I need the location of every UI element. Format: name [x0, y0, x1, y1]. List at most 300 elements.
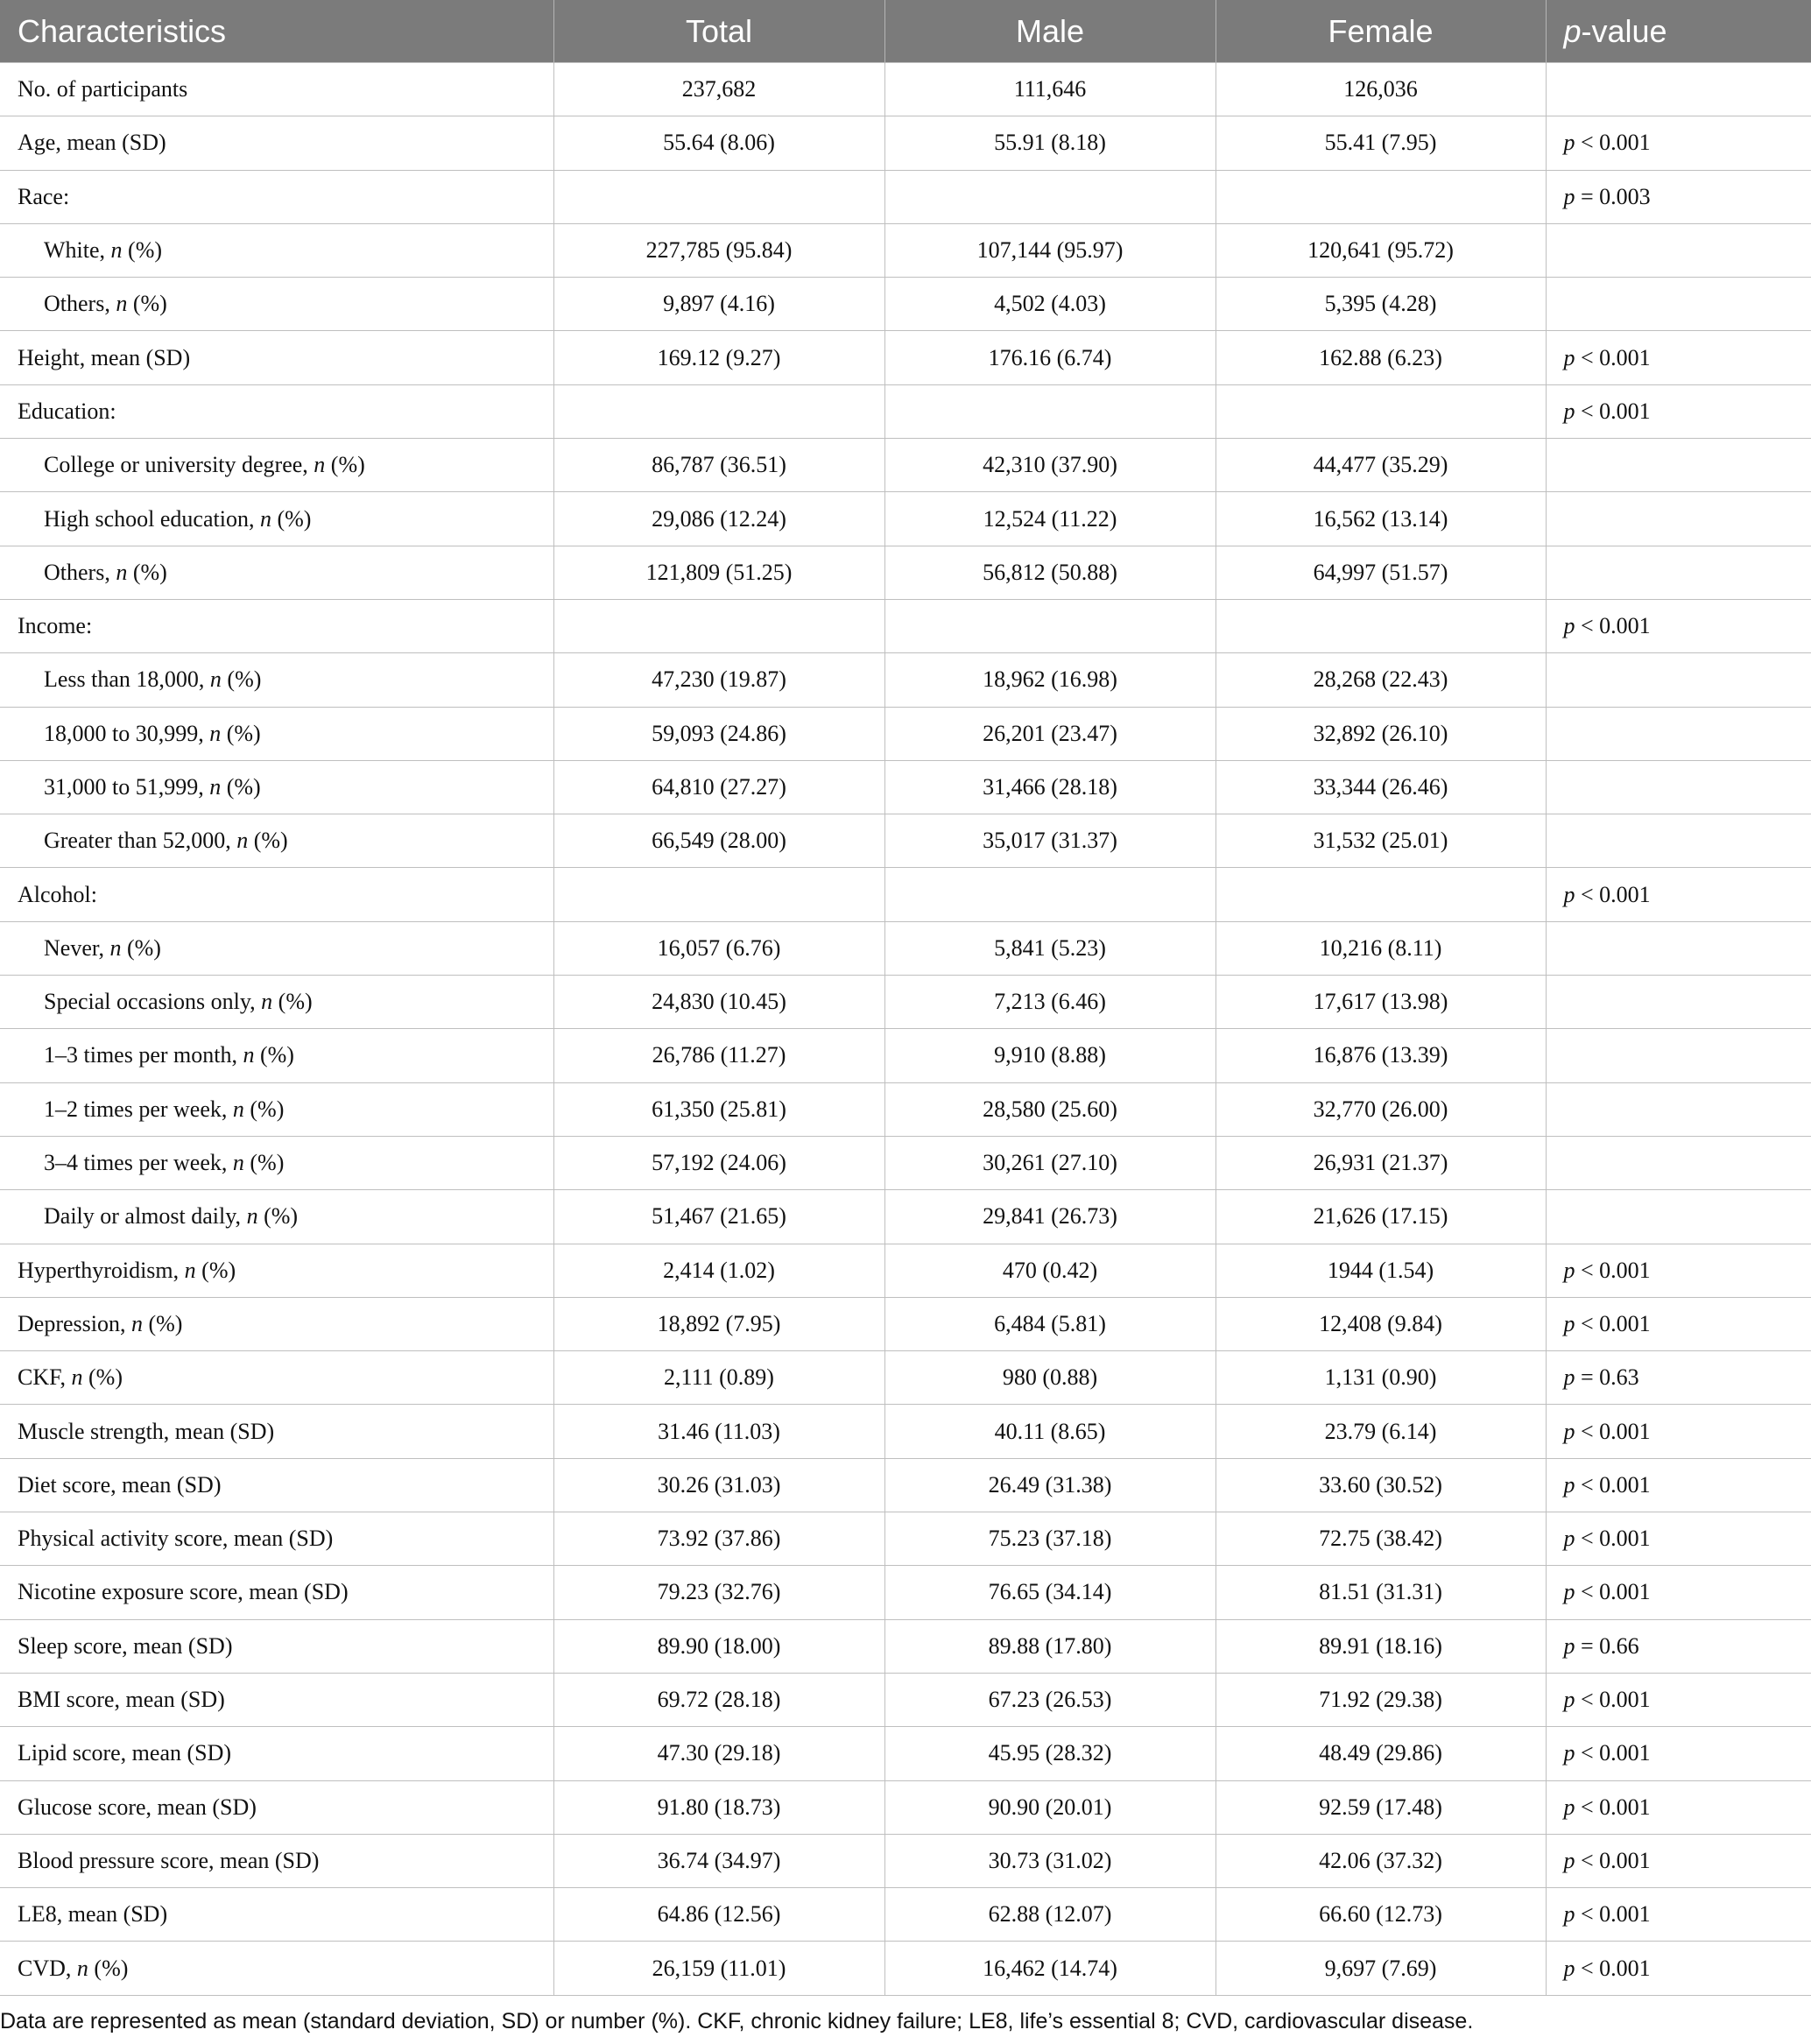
row-label	[0, 1780, 553, 1834]
row-label	[0, 1244, 553, 1297]
p-symbol: p	[1563, 1901, 1575, 1928]
row-label	[0, 1888, 553, 1942]
p-value-text: < 0.001	[1575, 1901, 1651, 1928]
cell-p-value	[1546, 1029, 1811, 1082]
cell-male: 30.73 (31.02)	[884, 1834, 1216, 1887]
row-label-n: n	[109, 934, 122, 961]
cell-male: 111,646	[884, 63, 1216, 116]
table-row	[0, 1082, 1811, 1136]
cell-total: 26,786 (11.27)	[553, 1029, 884, 1082]
cell-male: 28,580 (25.60)	[884, 1082, 1216, 1136]
row-label-suffix: (%)	[88, 1955, 129, 1981]
row-label	[0, 1727, 553, 1780]
cell-male: 470 (0.42)	[884, 1244, 1216, 1297]
row-label	[0, 331, 553, 384]
table-row	[0, 1673, 1811, 1726]
cell-total: 227,785 (95.84)	[553, 223, 884, 277]
p-value-text: < 0.001	[1575, 1847, 1651, 1873]
p-symbol: p	[1563, 398, 1575, 424]
p-symbol: p	[1563, 1257, 1575, 1283]
cell-female: 89.91 (18.16)	[1216, 1619, 1546, 1673]
row-label-text: Less than 18,000,	[44, 666, 210, 693]
cell-total: 61,350 (25.81)	[553, 1082, 884, 1136]
row-label-text: BMI score, mean (SD)	[18, 1687, 225, 1713]
p-value-text: < 0.001	[1575, 1418, 1651, 1444]
row-label	[0, 1673, 553, 1726]
row-label	[0, 1458, 553, 1512]
cell-p-value	[1546, 546, 1811, 599]
cell-male: 6,484 (5.81)	[884, 1297, 1216, 1350]
p-symbol: p	[1563, 1418, 1575, 1444]
cell-total: 64.86 (12.56)	[553, 1888, 884, 1942]
cell-male: 35,017 (31.37)	[884, 814, 1216, 868]
row-label-suffix: (%)	[82, 1364, 123, 1391]
cell-total: 30.26 (31.03)	[553, 1458, 884, 1512]
p-symbol: p	[1563, 344, 1575, 370]
p-value-text: < 0.001	[1575, 1579, 1651, 1605]
cell-p-value	[1546, 814, 1811, 868]
header-characteristics: Characteristics	[0, 0, 553, 63]
cell-female: 17,617 (13.98)	[1216, 976, 1546, 1029]
row-label-suffix: (%)	[257, 1203, 299, 1230]
row-label-text: Never,	[44, 934, 110, 961]
row-label-text: Hyperthyroidism,	[18, 1257, 185, 1283]
row-label-suffix: (%)	[142, 1310, 183, 1336]
row-label	[0, 223, 553, 277]
cell-total	[553, 599, 884, 652]
cell-male	[884, 599, 1216, 652]
table-row	[0, 1942, 1811, 1995]
cell-male: 75.23 (37.18)	[884, 1512, 1216, 1566]
row-label	[0, 1512, 553, 1566]
row-label-n: n	[314, 452, 326, 478]
cell-female: 92.59 (17.48)	[1216, 1780, 1546, 1834]
p-symbol: p	[1563, 1955, 1575, 1981]
row-label-n: n	[76, 1955, 88, 1981]
row-label-n: n	[246, 1203, 258, 1230]
row-label-text: 1–2 times per week,	[44, 1096, 233, 1122]
cell-total: 24,830 (10.45)	[553, 976, 884, 1029]
row-label-text: Height, mean (SD)	[18, 344, 191, 370]
cell-female: 66.60 (12.73)	[1216, 1888, 1546, 1942]
p-symbol: p	[1563, 1364, 1575, 1391]
cell-female: 32,770 (26.00)	[1216, 1082, 1546, 1136]
p-value-text: < 0.001	[1575, 1687, 1651, 1713]
cell-p-value	[1546, 1619, 1811, 1673]
row-label	[0, 1136, 553, 1189]
table-row	[0, 1566, 1811, 1619]
row-label-text: College or university degree,	[44, 452, 314, 478]
row-label-n: n	[184, 1257, 196, 1283]
cell-total: 51,467 (21.65)	[553, 1190, 884, 1244]
row-label	[0, 1942, 553, 1995]
p-symbol: p	[1563, 881, 1575, 907]
cell-male: 16,462 (14.74)	[884, 1942, 1216, 1995]
cell-male: 9,910 (8.88)	[884, 1029, 1216, 1082]
row-label-n: n	[209, 720, 222, 746]
p-symbol: p	[1563, 1310, 1575, 1336]
table-row	[0, 760, 1811, 814]
table-row	[0, 868, 1811, 921]
header-total: Total	[553, 0, 884, 63]
cell-total: 69.72 (28.18)	[553, 1673, 884, 1726]
row-label-suffix: (%)	[121, 934, 161, 961]
cell-male: 26,201 (23.47)	[884, 707, 1216, 760]
cell-total: 47,230 (19.87)	[553, 653, 884, 707]
row-label-text: Others,	[44, 559, 116, 585]
cell-male: 45.95 (28.32)	[884, 1727, 1216, 1780]
row-label	[0, 63, 553, 116]
cell-total	[553, 868, 884, 921]
table-row	[0, 278, 1811, 331]
row-label	[0, 1566, 553, 1619]
cell-p-value	[1546, 1405, 1811, 1458]
cell-p-value	[1546, 1136, 1811, 1189]
row-label-text: CVD,	[18, 1955, 77, 1981]
row-label-n: n	[116, 291, 128, 317]
cell-total: 91.80 (18.73)	[553, 1780, 884, 1834]
row-label-text: Alcohol:	[18, 881, 97, 907]
table-row	[0, 1351, 1811, 1405]
cell-male: 56,812 (50.88)	[884, 546, 1216, 599]
row-label-text: Race:	[18, 183, 70, 209]
cell-female: 31,532 (25.01)	[1216, 814, 1546, 868]
row-label-text: 18,000 to 30,999,	[44, 720, 210, 746]
row-label-suffix: (%)	[243, 1150, 285, 1176]
cell-female: 72.75 (38.42)	[1216, 1512, 1546, 1566]
cell-p-value	[1546, 223, 1811, 277]
table-row	[0, 384, 1811, 438]
row-label-text: Age, mean (SD)	[18, 130, 166, 156]
row-label	[0, 492, 553, 546]
cell-total: 47.30 (29.18)	[553, 1727, 884, 1780]
row-label	[0, 1834, 553, 1887]
cell-total: 86,787 (36.51)	[553, 439, 884, 492]
cell-p-value	[1546, 1190, 1811, 1244]
p-symbol: p	[1563, 1471, 1575, 1498]
p-value-text: = 0.63	[1575, 1364, 1639, 1391]
row-label-text: LE8, mean (SD)	[18, 1901, 168, 1928]
cell-total: 121,809 (51.25)	[553, 546, 884, 599]
table-row	[0, 814, 1811, 868]
p-symbol: p	[1563, 1632, 1575, 1659]
p-symbol: p	[1563, 1687, 1575, 1713]
cell-female: 42.06 (37.32)	[1216, 1834, 1546, 1887]
row-label	[0, 653, 553, 707]
cell-total: 18,892 (7.95)	[553, 1297, 884, 1350]
cell-p-value	[1546, 492, 1811, 546]
cell-female: 71.92 (29.38)	[1216, 1673, 1546, 1726]
row-label-suffix: (%)	[221, 774, 261, 800]
cell-total: 64,810 (27.27)	[553, 760, 884, 814]
cell-male: 40.11 (8.65)	[884, 1405, 1216, 1458]
p-symbol: p	[1563, 1579, 1575, 1605]
cell-p-value	[1546, 1834, 1811, 1887]
table-row	[0, 1780, 1811, 1834]
row-label-suffix: (%)	[195, 1257, 236, 1283]
header-p-value	[1546, 0, 1811, 63]
cell-female	[1216, 384, 1546, 438]
cell-female: 9,697 (7.69)	[1216, 1942, 1546, 1995]
row-label-text: 1–3 times per month,	[44, 1042, 243, 1068]
table-row	[0, 1244, 1811, 1297]
cell-p-value	[1546, 116, 1811, 170]
cell-p-value	[1546, 921, 1811, 975]
p-value-text: < 0.001	[1575, 344, 1651, 370]
p-symbol: p	[1563, 1847, 1575, 1873]
cell-p-value	[1546, 976, 1811, 1029]
cell-total: 89.90 (18.00)	[553, 1619, 884, 1673]
p-value-text: < 0.001	[1575, 1310, 1651, 1336]
cell-total: 29,086 (12.24)	[553, 492, 884, 546]
row-label	[0, 1405, 553, 1458]
p-value-text: < 0.001	[1575, 1471, 1651, 1498]
p-symbol: p	[1563, 1526, 1575, 1552]
cell-total: 2,414 (1.02)	[553, 1244, 884, 1297]
row-label	[0, 1297, 553, 1350]
row-label-text: Income:	[18, 613, 93, 639]
cell-p-value	[1546, 1780, 1811, 1834]
cell-female: 23.79 (6.14)	[1216, 1405, 1546, 1458]
cell-male	[884, 170, 1216, 223]
cell-female: 5,395 (4.28)	[1216, 278, 1546, 331]
table-row	[0, 1727, 1811, 1780]
p-value-text: < 0.001	[1575, 1955, 1651, 1981]
cell-male: 176.16 (6.74)	[884, 331, 1216, 384]
p-value-text: < 0.001	[1575, 1740, 1651, 1766]
cell-male: 12,524 (11.22)	[884, 492, 1216, 546]
p-value-text: < 0.001	[1575, 130, 1651, 156]
cell-total: 59,093 (24.86)	[553, 707, 884, 760]
p-value-text: = 0.003	[1575, 183, 1651, 209]
cell-female: 10,216 (8.11)	[1216, 921, 1546, 975]
p-value-text: < 0.001	[1575, 881, 1651, 907]
table-row	[0, 1512, 1811, 1566]
cell-p-value	[1546, 384, 1811, 438]
cell-total: 237,682	[553, 63, 884, 116]
row-label	[0, 439, 553, 492]
table-row	[0, 707, 1811, 760]
cell-male	[884, 384, 1216, 438]
row-label	[0, 868, 553, 921]
cell-total: 73.92 (37.86)	[553, 1512, 884, 1566]
row-label-text: Special occasions only,	[44, 989, 262, 1015]
row-label-text: Education:	[18, 398, 116, 424]
p-value-text: < 0.001	[1575, 1257, 1651, 1283]
p-symbol: p	[1563, 1794, 1575, 1820]
cell-female: 33.60 (30.52)	[1216, 1458, 1546, 1512]
cell-female: 12,408 (9.84)	[1216, 1297, 1546, 1350]
cell-male: 29,841 (26.73)	[884, 1190, 1216, 1244]
row-label-text: Lipid score, mean (SD)	[18, 1740, 232, 1766]
row-label-text: No. of participants	[18, 76, 188, 102]
cell-female: 1,131 (0.90)	[1216, 1351, 1546, 1405]
cell-total: 57,192 (24.06)	[553, 1136, 884, 1189]
table-row	[0, 1190, 1811, 1244]
row-label-text: Nicotine exposure score, mean (SD)	[18, 1579, 349, 1605]
cell-p-value	[1546, 170, 1811, 223]
row-label-n: n	[110, 237, 123, 264]
table-row	[0, 1136, 1811, 1189]
cell-male: 90.90 (20.01)	[884, 1780, 1216, 1834]
table-row	[0, 1029, 1811, 1082]
table-row	[0, 599, 1811, 652]
row-label-text: Diet score, mean (SD)	[18, 1471, 222, 1498]
row-label-text: Depression,	[18, 1310, 131, 1336]
cell-p-value	[1546, 63, 1811, 116]
cell-male: 5,841 (5.23)	[884, 921, 1216, 975]
row-label-suffix: (%)	[127, 291, 167, 317]
row-label-n: n	[232, 1096, 244, 1122]
cell-total: 31.46 (11.03)	[553, 1405, 884, 1458]
cell-p-value	[1546, 868, 1811, 921]
table-row	[0, 1834, 1811, 1887]
cell-female: 55.41 (7.95)	[1216, 116, 1546, 170]
table-row	[0, 116, 1811, 170]
p-value-text: < 0.001	[1575, 613, 1651, 639]
cell-female: 81.51 (31.31)	[1216, 1566, 1546, 1619]
cell-male: 26.49 (31.38)	[884, 1458, 1216, 1512]
p-value-text: < 0.001	[1575, 1794, 1651, 1820]
row-label-text: 31,000 to 51,999,	[44, 774, 210, 800]
table-row	[0, 1297, 1811, 1350]
cell-female: 48.49 (29.86)	[1216, 1727, 1546, 1780]
table-row	[0, 1619, 1811, 1673]
p-symbol: p	[1563, 613, 1575, 639]
row-label	[0, 1619, 553, 1673]
row-label-n: n	[116, 559, 128, 585]
row-label-n: n	[259, 505, 271, 532]
header-p-suffix: -value	[1581, 12, 1667, 49]
row-label-text: 3–4 times per week,	[44, 1150, 233, 1176]
cell-p-value	[1546, 599, 1811, 652]
row-label-suffix: (%)	[271, 505, 312, 532]
cell-p-value	[1546, 1888, 1811, 1942]
cell-p-value	[1546, 1244, 1811, 1297]
cell-p-value	[1546, 653, 1811, 707]
p-value-text: < 0.001	[1575, 398, 1651, 424]
row-label	[0, 546, 553, 599]
cell-p-value	[1546, 1082, 1811, 1136]
row-label	[0, 384, 553, 438]
table-row	[0, 1888, 1811, 1942]
cell-p-value	[1546, 439, 1811, 492]
p-value-text: < 0.001	[1575, 1526, 1651, 1552]
cell-total: 66,549 (28.00)	[553, 814, 884, 868]
table-body	[0, 63, 1811, 1996]
row-label-n: n	[209, 666, 222, 693]
cell-total: 26,159 (11.01)	[553, 1942, 884, 1995]
cell-female: 26,931 (21.37)	[1216, 1136, 1546, 1189]
row-label	[0, 814, 553, 868]
cell-male: 42,310 (37.90)	[884, 439, 1216, 492]
table-row	[0, 63, 1811, 116]
cell-p-value	[1546, 1942, 1811, 1995]
p-symbol: p	[1563, 130, 1575, 156]
row-label-text: Glucose score, mean (SD)	[18, 1794, 257, 1820]
row-label	[0, 1351, 553, 1405]
cell-total: 2,111 (0.89)	[553, 1351, 884, 1405]
row-label-n: n	[261, 989, 273, 1015]
cell-female: 32,892 (26.10)	[1216, 707, 1546, 760]
cell-male: 107,144 (95.97)	[884, 223, 1216, 277]
row-label	[0, 599, 553, 652]
row-label-text: Greater than 52,000,	[44, 828, 237, 854]
row-label-suffix: (%)	[243, 1096, 285, 1122]
table-row	[0, 1458, 1811, 1512]
cell-p-value	[1546, 1566, 1811, 1619]
row-label-n: n	[232, 1150, 244, 1176]
table-row	[0, 492, 1811, 546]
row-label-suffix: (%)	[122, 237, 163, 264]
row-label-text: Muscle strength, mean (SD)	[18, 1418, 275, 1444]
header-female: Female	[1216, 0, 1546, 63]
cell-p-value	[1546, 331, 1811, 384]
table-row	[0, 223, 1811, 277]
cell-p-value	[1546, 707, 1811, 760]
p-symbol: p	[1563, 1740, 1575, 1766]
table-row	[0, 976, 1811, 1029]
cell-total: 36.74 (34.97)	[553, 1834, 884, 1887]
row-label	[0, 116, 553, 170]
row-label	[0, 278, 553, 331]
row-label-text: Others,	[44, 291, 116, 317]
cell-total	[553, 384, 884, 438]
p-value-text: = 0.66	[1575, 1632, 1639, 1659]
cell-male: 7,213 (6.46)	[884, 976, 1216, 1029]
cell-p-value	[1546, 1458, 1811, 1512]
cell-male: 18,962 (16.98)	[884, 653, 1216, 707]
cell-male: 980 (0.88)	[884, 1351, 1216, 1405]
cell-female: 120,641 (95.72)	[1216, 223, 1546, 277]
cell-female: 33,344 (26.46)	[1216, 760, 1546, 814]
cell-female	[1216, 599, 1546, 652]
cell-p-value	[1546, 1297, 1811, 1350]
cell-p-value	[1546, 1351, 1811, 1405]
header-p-symbol: p	[1563, 12, 1582, 49]
cell-male: 30,261 (27.10)	[884, 1136, 1216, 1189]
row-label-text: CKF,	[18, 1364, 72, 1391]
cell-total: 79.23 (32.76)	[553, 1566, 884, 1619]
table-row	[0, 170, 1811, 223]
table-row	[0, 439, 1811, 492]
cell-male: 89.88 (17.80)	[884, 1619, 1216, 1673]
cell-female	[1216, 868, 1546, 921]
cell-female: 64,997 (51.57)	[1216, 546, 1546, 599]
row-label-text: Blood pressure score, mean (SD)	[18, 1847, 320, 1873]
cell-total: 55.64 (8.06)	[553, 116, 884, 170]
row-label-text: White,	[44, 237, 111, 264]
cell-total	[553, 170, 884, 223]
cell-male: 31,466 (28.18)	[884, 760, 1216, 814]
cell-female	[1216, 170, 1546, 223]
cell-p-value	[1546, 1512, 1811, 1566]
cell-female: 28,268 (22.43)	[1216, 653, 1546, 707]
cell-total: 9,897 (4.16)	[553, 278, 884, 331]
row-label-suffix: (%)	[325, 452, 365, 478]
cell-female: 126,036	[1216, 63, 1546, 116]
row-label-text: High school education,	[44, 505, 260, 532]
cell-p-value	[1546, 278, 1811, 331]
row-label-suffix: (%)	[254, 1042, 294, 1068]
row-label	[0, 170, 553, 223]
cell-male: 67.23 (26.53)	[884, 1673, 1216, 1726]
cell-male: 76.65 (34.14)	[884, 1566, 1216, 1619]
row-label-suffix: (%)	[127, 559, 167, 585]
row-label	[0, 1082, 553, 1136]
cell-p-value	[1546, 1673, 1811, 1726]
cell-female: 16,876 (13.39)	[1216, 1029, 1546, 1082]
